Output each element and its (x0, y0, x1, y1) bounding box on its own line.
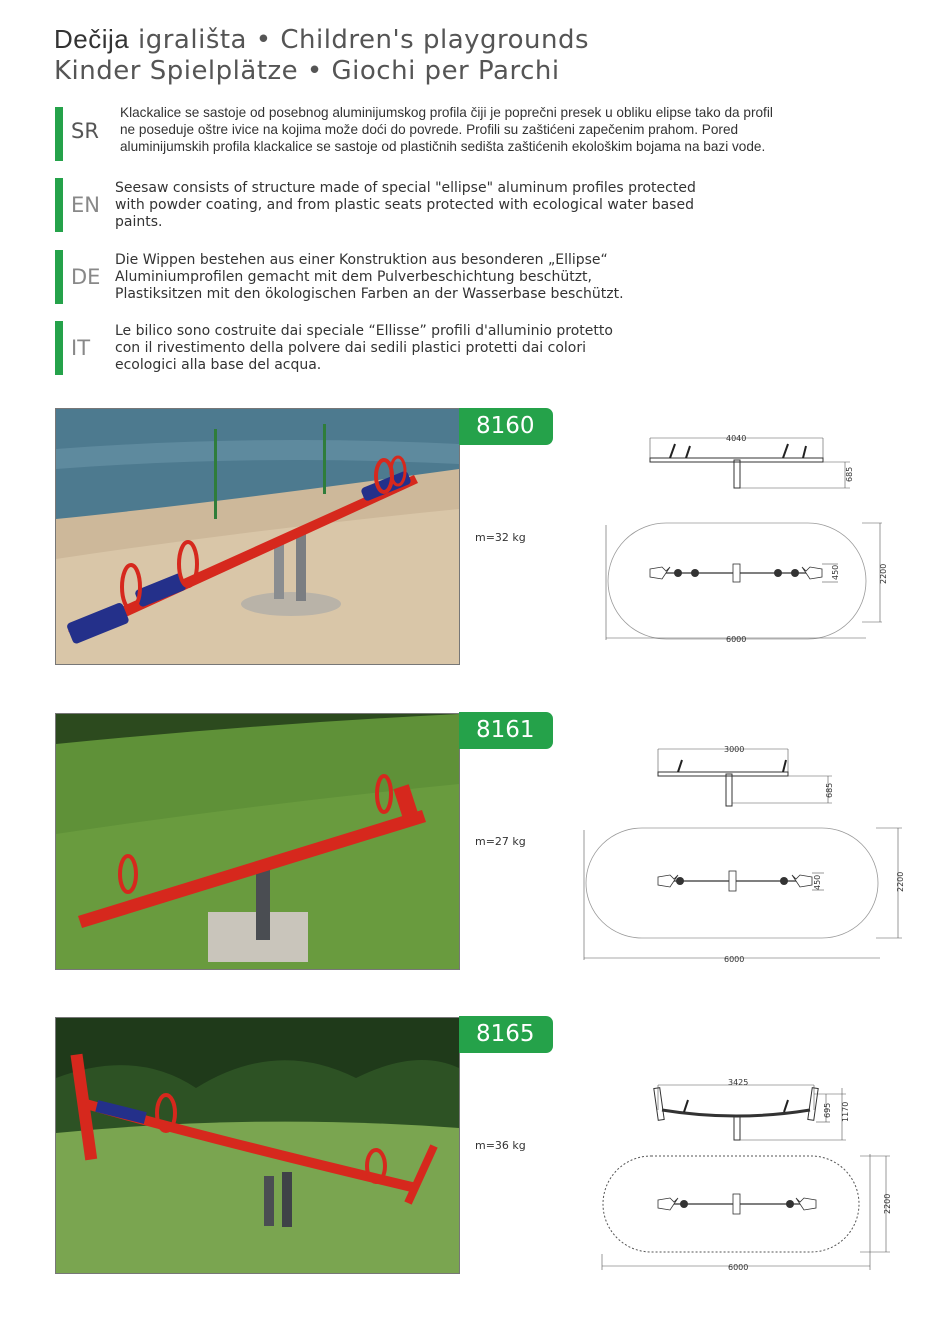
dim-height: 695 (823, 1102, 832, 1118)
dim-height: 685 (825, 782, 834, 798)
product-mass: m=36 kg (475, 1139, 526, 1152)
sr-accent-bar (55, 107, 63, 161)
dim-area-length: 6000 (724, 955, 745, 964)
lang-text-en: Seesaw consists of structure made of special "ellipse" aluminum profiles protected with powder coating, and from plastic seats protected with ecological water based paints. (115, 180, 696, 230)
dim-height: 685 (845, 466, 854, 482)
lang-text-it: Le bilico sono costruite dai speciale “Ellisse” profili d'alluminio protetto con il rivestimento della polvere dai sedili plastici protetti dai colori ecologici alla base del acqua. (115, 323, 613, 373)
product-code-badge: 8160 (459, 408, 553, 445)
page-subtitle: Kinder Spielplätze • Giochi per Parchi (54, 56, 560, 86)
title-line1-rest: igrališta • Children's playgrounds (138, 25, 590, 55)
product-photo-8161 (55, 713, 460, 970)
technical-drawing-8160 (600, 430, 900, 650)
it-accent-bar (55, 321, 63, 375)
technical-drawing-8165 (598, 1074, 908, 1274)
dim-area-width: 2200 (883, 1193, 892, 1214)
lang-code-de: DE (71, 265, 101, 289)
dim-width: 450 (831, 564, 840, 580)
lang-text-de: Die Wippen bestehen aus einer Konstruktion aus besonderen „Ellipse“ Aluminiumprofilen gemacht mit dem Pulverbeschichtung beschützt, Plastiksitzen mit den ökologischen Farben an der Wasserbase beschützt. (115, 252, 624, 302)
dim-area-length: 6000 (728, 1263, 749, 1272)
title-bold-word: Dečija (54, 24, 130, 54)
page-title (54, 24, 589, 55)
dim-area-length: 6000 (726, 635, 747, 644)
de-accent-bar (55, 250, 63, 304)
product-mass: m=27 kg (475, 835, 526, 848)
product-code-badge: 8161 (459, 712, 553, 749)
dim-length: 3000 (724, 745, 745, 754)
lang-text-sr: Klackalice se sastoje od posebnog aluminijumskog profila čiji je poprečni presek u obliku elipse tako da profil ne poseduje oštre ivice na kojima može doći do povrede. Profili su zaštićeni zapečenim prahom. Pored aluminijumskih profila klackalice se sastoje od plastičnih sedišta zaštićenih ekološkim bojama na bazi vode. (120, 105, 773, 154)
product-mass: m=32 kg (475, 531, 526, 544)
dim-height-total: 1170 (841, 1101, 850, 1122)
product-code-badge: 8165 (459, 1016, 553, 1053)
dim-area-width: 2200 (896, 871, 905, 892)
product-photo-8165 (55, 1017, 460, 1274)
lang-code-en: EN (71, 193, 100, 217)
lang-code-it: IT (71, 336, 91, 360)
dim-area-width: 2200 (879, 563, 888, 584)
dim-length: 3425 (728, 1078, 749, 1087)
dim-width: 450 (813, 874, 822, 890)
lang-code-sr: SR (71, 119, 99, 143)
dim-length: 4040 (726, 434, 747, 443)
en-accent-bar (55, 178, 63, 232)
technical-drawing-8161 (580, 740, 910, 970)
product-photo-8160 (55, 408, 460, 665)
